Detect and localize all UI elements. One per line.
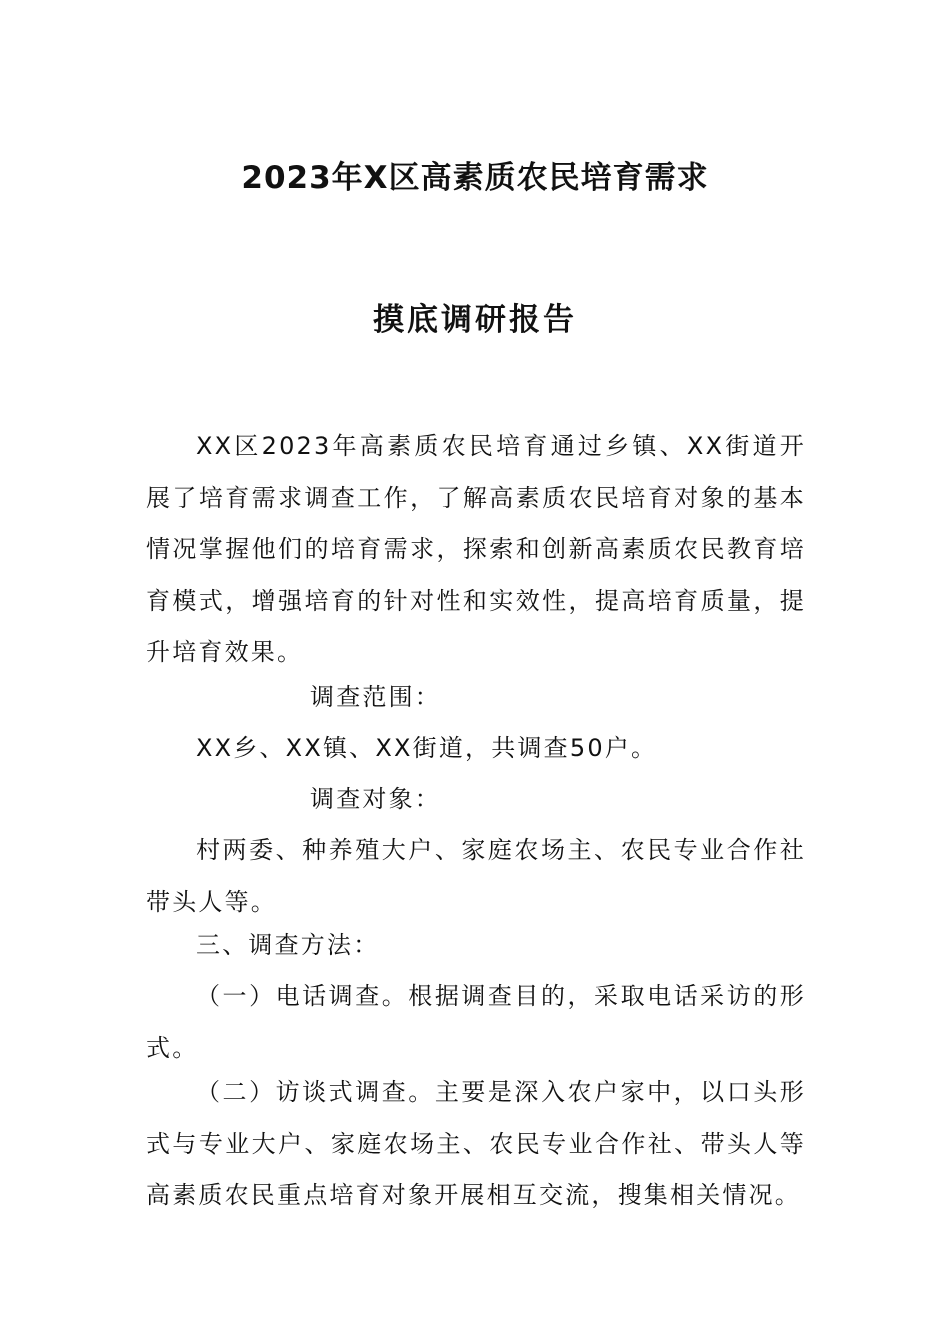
- method-heading: 三、调查方法：: [196, 931, 380, 959]
- method-phone-paragraph: （一）电话调查。根据调查目的，采取电话采访的形式。: [146, 982, 806, 1062]
- method-interview-paragraph: （二）访谈式调查。主要是深入农户家中，以口头形式与专业大户、家庭农场主、农民专业合作社、带头人等高素质农民重点培育对象开展相互交流，搜集相关情况。: [146, 1078, 806, 1209]
- target-heading: 调查对象：: [310, 785, 441, 813]
- scope-heading: 调查范围：: [310, 683, 441, 711]
- document-title-line2: 摸底调研报告: [373, 302, 577, 338]
- scope-paragraph: XX乡、XX镇、XX街道，共调查50户。: [196, 734, 658, 762]
- intro-paragraph: XX区2023年高素质农民培育通过乡镇、XX街道开展了培育需求调查工作，了解高素质农民培育对象的基本情况掌握他们的培育需求，探索和创新高素质农民教育培育模式，增强培育的针对性和实效性，提高培育质量，提升培育效果。: [146, 432, 806, 666]
- target-paragraph: 村两委、种养殖大户、家庭农场主、农民专业合作社带头人等。: [146, 836, 806, 916]
- document-title-line1: 2023年X区高素质农民培育需求: [241, 160, 709, 196]
